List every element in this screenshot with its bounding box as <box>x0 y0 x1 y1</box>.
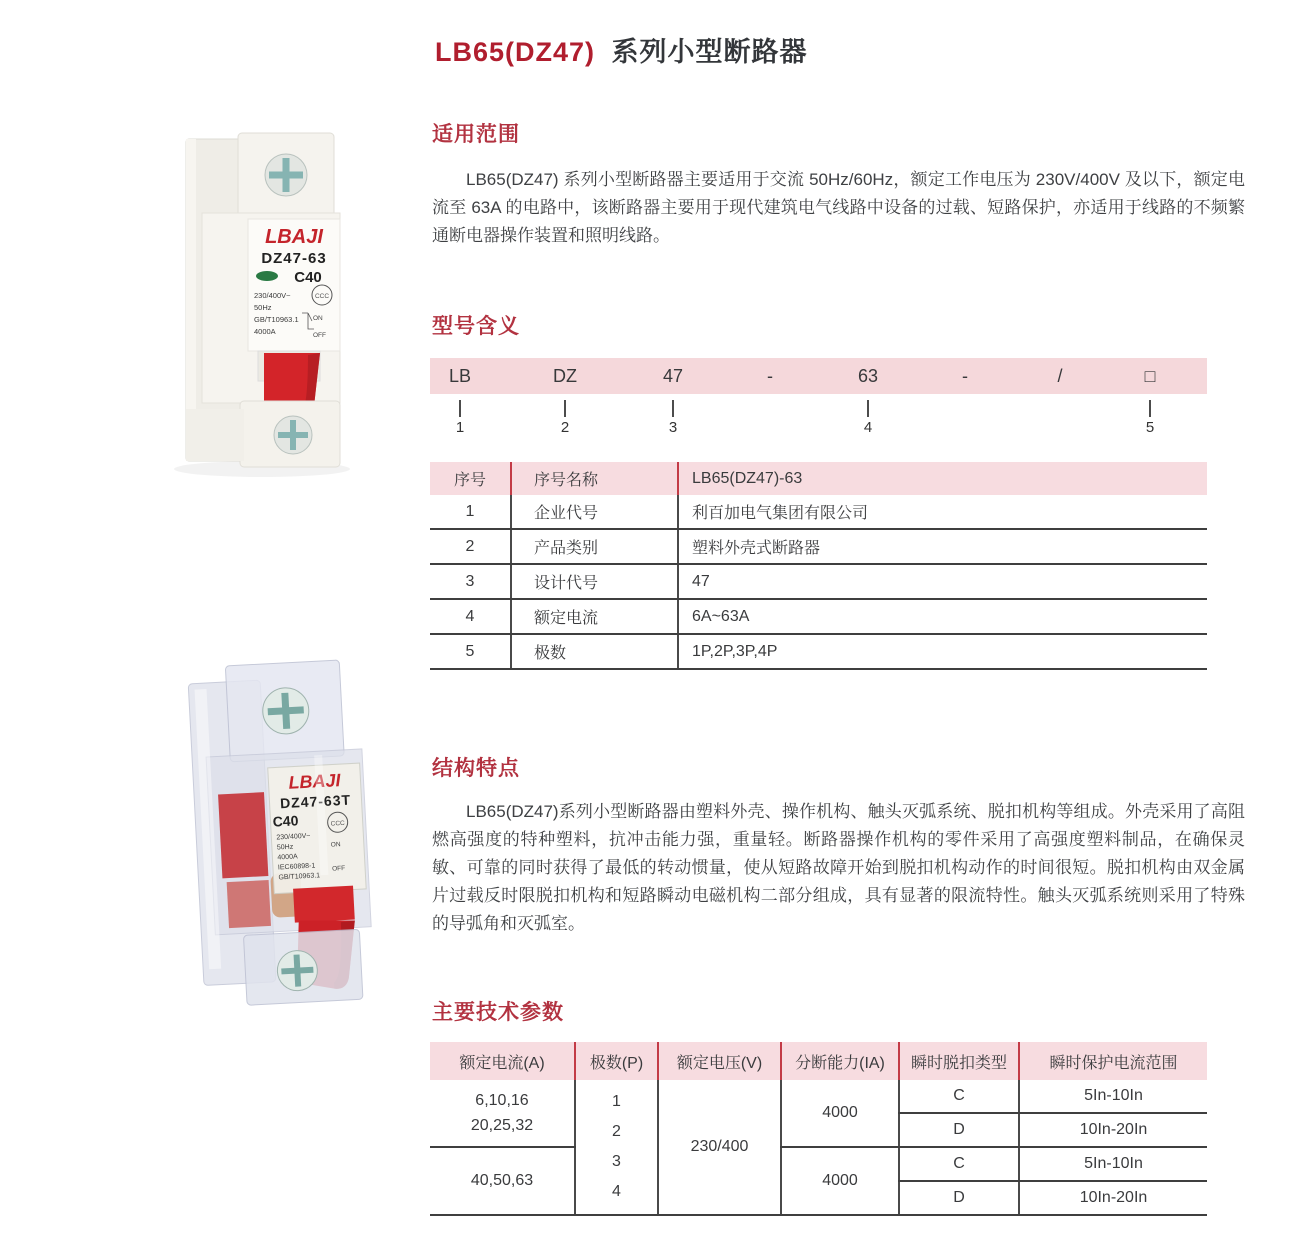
table-row <box>430 529 1207 564</box>
poles-cell <box>575 1080 658 1215</box>
band-item-dash2: - <box>962 366 968 386</box>
rated-current-line: 20,25,32 <box>470 1117 534 1134</box>
table-cell: 塑料外壳式断路器 <box>678 529 1207 564</box>
spec-line-capacity: 4000A <box>277 853 298 862</box>
brand-logo: LBAJI <box>265 226 323 248</box>
trip-range-cell: 10In-20In <box>1019 1113 1207 1147</box>
tick-1 <box>459 400 461 417</box>
page-title-series: 系列小型断路器 <box>611 37 808 67</box>
table-cell: 3 <box>430 564 511 599</box>
structure-paragraph: LB65(DZ47)系列小型断路器由塑料外壳、操作机构、触头灭弧系统、脱扣机构等组成。外壳采用了高阻燃高强度的特种塑料，抗冲击能力强，重量轻。断路器操作机构的零件采用了高强度塑料制品，在确保灵敏、可靠的同时获得了最低的转动惯量，使从短路故障开始到脱扣机构动作的时间很短。脱扣机构由双金属片过载反时限脱扣机构和短路瞬动电磁机构二部分组成，具有显著的限流特性。触头灭弧系统则采用了特殊的导弧角和灭弧室。 <box>432 802 1245 933</box>
table-row <box>430 1080 1207 1113</box>
table-cell: 1P,2P,3P,4P <box>678 634 1207 669</box>
band-item-63: 63 <box>857 366 879 386</box>
table-cell: 47 <box>678 564 1207 599</box>
column-header: 瞬时脱扣类型 <box>899 1042 1019 1080</box>
table-cell: 2 <box>430 529 511 564</box>
table-cell: 极数 <box>511 634 678 669</box>
ccc-mark-text: CCC <box>330 819 345 828</box>
trip-range-cell: 5In-10In <box>1019 1147 1207 1181</box>
technical-params-table <box>430 1042 1207 1216</box>
table-row <box>430 564 1207 599</box>
table-cell: 5 <box>430 634 511 669</box>
band-item-lb: LB <box>448 366 472 386</box>
trip-type-cell: D <box>899 1113 1019 1147</box>
trip-range-cell: 10In-20In <box>1019 1181 1207 1215</box>
table-row <box>430 1147 1207 1181</box>
product-photo-breaker-1 <box>150 113 375 483</box>
band-item-47: 47 <box>662 366 684 386</box>
table-header-row <box>430 462 1207 495</box>
column-header: LB65(DZ47)-63 <box>678 462 1207 495</box>
tick-num-2: 2 <box>560 419 570 436</box>
scope-paragraph: LB65(DZ47) 系列小型断路器主要适用于交流 50Hz/60Hz，额定工作电压为 230V/400V 及以下，额定电流至 63A 的电路中，该断路器主要用于现代建筑电气线路中设备的过载、短路保护，亦适用于线路的不频繁通断电器操作装置和照明线路。 <box>432 170 1245 245</box>
on-label: ON <box>313 315 323 322</box>
model-code-band <box>430 358 1207 394</box>
rating-text: C40 <box>294 269 322 286</box>
breaking-capacity-cell: 4000 <box>781 1080 899 1147</box>
section-heading-model: 型号含义 <box>432 315 520 338</box>
table-cell: 企业代号 <box>511 495 678 529</box>
tick-2 <box>564 400 566 417</box>
page-title-model: LB65(DZ47) <box>435 37 596 67</box>
section-heading-structure: 结构特点 <box>432 757 520 780</box>
section-heading-params: 主要技术参数 <box>432 1001 564 1024</box>
tick-3 <box>672 400 674 417</box>
poles-line: 1 <box>612 1093 621 1110</box>
internal-red-block <box>218 792 268 878</box>
model-text: DZ47-63 <box>261 250 327 267</box>
poles-line: 3 <box>612 1153 621 1170</box>
tick-5 <box>1149 400 1151 417</box>
table-cell: 设计代号 <box>511 564 678 599</box>
spec-line-capacity: 4000A <box>254 327 276 336</box>
trip-type-cell: D <box>899 1181 1019 1215</box>
breaking-capacity-cell: 4000 <box>781 1147 899 1215</box>
table-cell: 1 <box>430 495 511 529</box>
internal-red-block-2 <box>227 880 271 928</box>
poles-line: 4 <box>612 1183 621 1200</box>
table-cell: 6A~63A <box>678 599 1207 634</box>
tick-num-3: 3 <box>668 419 678 436</box>
trip-type-cell: C <box>899 1147 1019 1181</box>
spec-line-freq: 50Hz <box>276 843 294 852</box>
lever-red-top <box>293 886 355 923</box>
tick-num-5: 5 <box>1145 419 1155 436</box>
spec-line-voltage: 230/400V~ <box>254 291 291 300</box>
tick-num-1: 1 <box>455 419 465 436</box>
trip-type-cell: C <box>899 1080 1019 1113</box>
table-row <box>430 599 1207 634</box>
model-meaning-table <box>430 462 1207 670</box>
band-item-dash1: - <box>767 366 773 386</box>
column-header: 分断能力(IA) <box>781 1042 899 1080</box>
tick-num-4: 4 <box>863 419 873 436</box>
band-item-square: □ <box>1144 366 1156 386</box>
table-cell: 额定电流 <box>511 599 678 634</box>
model-text: DZ47-63T <box>279 791 352 812</box>
product-photo-breaker-2 <box>168 645 403 1015</box>
rating-text: C40 <box>272 812 299 830</box>
rated-current-cell <box>430 1080 575 1147</box>
section-heading-scope: 适用范围 <box>432 123 520 146</box>
band-item-dz: DZ <box>553 366 577 386</box>
spec-line-std: GB/T10963.1 <box>254 315 299 324</box>
spec-line-std2: GB/T10963.1 <box>278 872 321 882</box>
ccc-mark-text: CCC <box>314 293 330 300</box>
voltage-cell: 230/400 <box>658 1080 781 1215</box>
table-header-row <box>430 1042 1207 1080</box>
column-header: 额定电流(A) <box>430 1042 575 1080</box>
table-cell: 利百加电气集团有限公司 <box>678 495 1207 529</box>
breaker-foot <box>186 409 244 461</box>
trip-range-cell: 5In-10In <box>1019 1080 1207 1113</box>
spec-line-freq: 50Hz <box>254 303 272 312</box>
poles-line: 2 <box>612 1123 621 1140</box>
indicator-green <box>256 271 278 281</box>
table-cell: 产品类别 <box>511 529 678 564</box>
brand-logo: LBAJI <box>288 770 341 793</box>
column-header: 瞬时保护电流范围 <box>1019 1042 1207 1080</box>
table-row <box>430 634 1207 669</box>
rated-current-line: 6,10,16 <box>475 1092 529 1109</box>
column-header: 序号 <box>430 462 511 495</box>
on-label: ON <box>330 841 341 849</box>
column-header: 极数(P) <box>575 1042 658 1080</box>
spec-line-voltage: 230/400V~ <box>276 832 311 842</box>
rated-current-cell: 40,50,63 <box>430 1147 575 1215</box>
column-header: 序号名称 <box>511 462 678 495</box>
off-label: OFF <box>331 864 346 873</box>
off-label: OFF <box>313 332 326 339</box>
table-cell: 4 <box>430 599 511 634</box>
table-row <box>430 495 1207 529</box>
column-header: 额定电压(V) <box>658 1042 781 1080</box>
band-item-slash: / <box>1057 366 1063 386</box>
page-title <box>435 30 808 69</box>
spec-line-std1: IEC60898-1 <box>277 862 316 872</box>
tick-4 <box>867 400 869 417</box>
